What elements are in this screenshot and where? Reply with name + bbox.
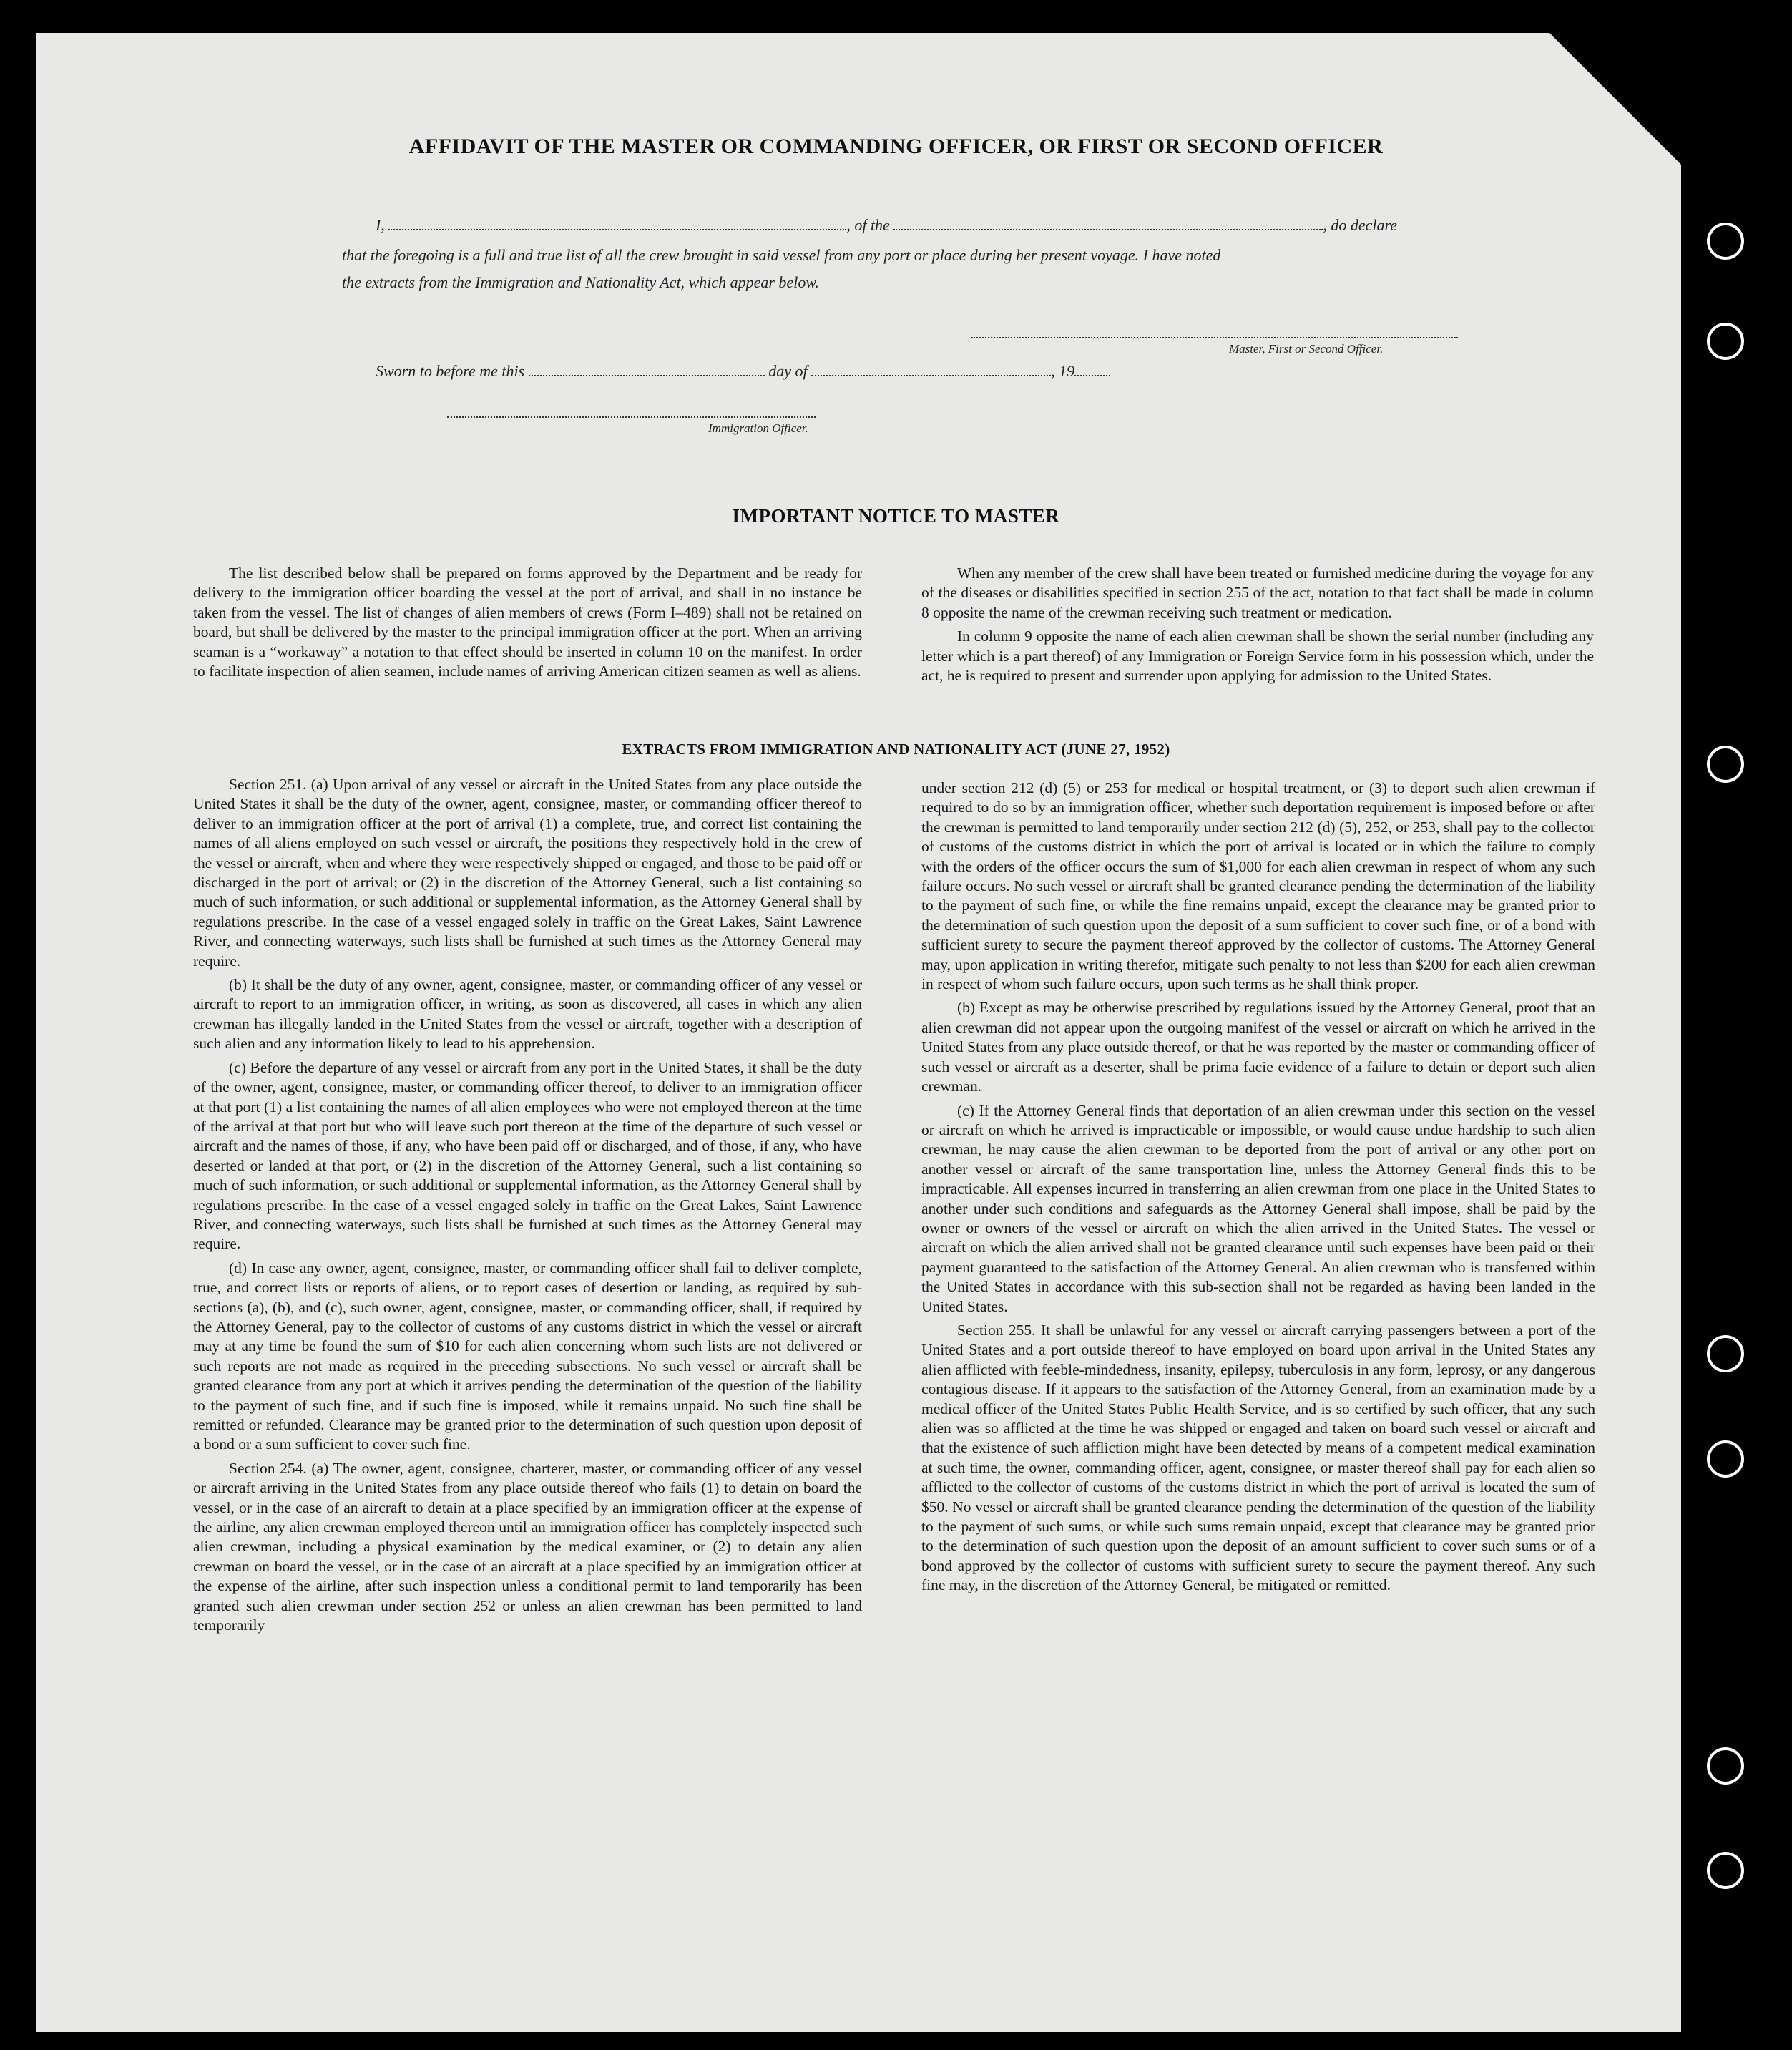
day-blank[interactable] xyxy=(529,374,765,376)
notice-paragraph: In column 9 opposite the name of each alien crewman shall be shown the serial number (including any letter which is a part thereof) of any Immigration or Foreign Service form in his possession which, under the act, he is required to present and surrender upon applying for admission to the United States. xyxy=(921,628,1594,685)
statement-line-2: the extracts from the Immigration and Nationality Act, which appear below. xyxy=(342,273,819,291)
section-251a-paragraph: Section 251. (a) Upon arrival of any vessel or aircraft in the United States from any place outside the United States it shall be the duty of the owner, agent, consignee, master, or commanding officer thereof to deliver to an immigration officer at the port of arrival (1) a complete, true, and correct list containing the names of all aliens employed on such vessel or aircraft, the positions they respectively hold in the crew of the vessel or aircraft, when and where they were respectively shipped or engaged, and those to be paid off or discharged in the port of arrival; or (2) in the discretion of the Attorney General, such a list containing so much of such information, or such additional or supplemental information, as the Attorney General shall by regulations prescribe. In the case of a vessel engaged solely in traffic on the Great Lakes, Saint Lawrence River, and connecting waterways, such lists shall be furnished at such times as the Attorney General may require. xyxy=(193,776,862,970)
declaration-of-the: , of the xyxy=(846,216,890,234)
notice-paragraph: The list described below shall be prepared on forms approved by the Department and be ready for delivery to the immigration officer boarding the vessel at the port of arrival, and shall in no instance be taken from the vessel. The list of changes of alien members of crews (Form I–489) shall not be retained on board, but shall be delivered by the master to the principal immigration officer at the port. When an arriving seaman is a “workaway” a notation to that effect should be inserted in column 10 on the manifest. In order to facilitate inspection of alien seamen, include names of arriving American citizen seamen as well as aliens. xyxy=(193,565,862,680)
section-254c-paragraph: (c) If the Attorney General finds that deportation of an alien crewman under this section on the vessel or aircraft on which he arrived is impracticable or impossible, or would cause undue hardship to such alien crewman, he may cause the alien crewman to be deported from the port of arrival or any other port on another vessel or aircraft of the same transportation line, unless the Attorney General finds this to be impracticable. All expenses incurred in transferring an alien crewman from one place in the United States to another under such conditions and safeguards as the Attorney General shall impose, shall be paid by the owner or owners of the vessel or aircraft on which the alien arrived in the United States. The vessel or aircraft on which the alien arrived shall not be granted clearance until such expenses have been paid or their payment guaranteed to the satisfaction of the Attorney General. An alien crewman who is transferred within the United States in accordance with this sub-section shall not be regarded as having been landed in the United States. xyxy=(921,1101,1595,1315)
punch-hole xyxy=(1707,1335,1744,1372)
immigration-officer-label: Immigration Officer. xyxy=(708,421,808,435)
sworn-prefix: Sworn to before me this xyxy=(376,362,525,380)
sworn-day-of: day of xyxy=(768,362,808,380)
punch-hole xyxy=(1707,1747,1744,1785)
extracts-right-column xyxy=(921,778,1595,1600)
notice-right-column xyxy=(921,564,1594,690)
notice-paragraph: When any member of the crew shall have been treated or furnished medicine during the voyage for any of the diseases or disabilities specified in section 255 of the act, notation to that fact shall be made in column 8 opposite the name of the crewman receiving such treatment or medication. xyxy=(921,565,1594,621)
affidavit-title: AFFIDAVIT OF THE MASTER OR COMMANDING OFFICER, OR FIRST OR SECOND OFFICER xyxy=(408,135,1384,158)
statement-line-1: that the foregoing is a full and true list of all the crew brought in said vessel from any port or place during her present voyage. I have noted xyxy=(342,246,1221,264)
section-254a-continued-paragraph: under section 212 (d) (5) or 253 for medical or hospital treatment, or (3) to deport such alien crewman if required to do so by an immigration officer, whether such deportation requirement is imposed before or after the crewman is permitted to land temporarily under section 212 (d) (5), 252, or 253, shall pay to the collector of customs of the customs district in which the port of arrival is located or in which the failure to comply with the orders of the officer occurs the sum of $1,000 for each alien crewman in respect of whom any such failure occurs. No such vessel or aircraft shall be granted clearance pending the determination of the liability to the payment of such fine, or while the fine remains unpaid, except the clearance may be granted prior to the determination of such question upon the deposit of a sum sufficient to cover such fine, or of a bond with sufficient surety to secure the payment thereof approved by the collector of customs. The Attorney General may, upon application in writing therefor, mitigate such penalty to not less than $200 for each alien crewman in respect of whom such failure occurs, upon such terms as he shall think proper. xyxy=(921,779,1595,993)
section-251c-paragraph: (c) Before the departure of any vessel or aircraft from any port in the United States, it shall be the duty of the owner, agent, consignee, master, or commanding officer thereof, to deliver to an immigration officer at that port (1) a list containing the names of all alien employees who were not employed thereon at the time of the arrival at that port but who will leave such port thereon at the time of the departure of such vessel or aircraft and the names of those, if any, who have been paid off or discharged, and of those, if any, who have deserted or landed at that port, or (2) in the discretion of the Attorney General, such a list containing so much of such information, or such additional or supplemental information, as the Attorney General shall by regulations prescribe. In the case of a vessel engaged solely in traffic on the Great Lakes, Saint Lawrence River, and connecting waterways, such lists shall be furnished at such times as the Attorney General may require. xyxy=(193,1058,862,1253)
punch-hole xyxy=(1707,223,1744,260)
section-254a-paragraph: Section 254. (a) The owner, agent, consignee, charterer, master, or commanding officer of any vessel or aircraft arriving in the United States from any place outside thereof who fails (1) to detain on board the vessel, or in the case of an aircraft to detain at a place specified by an immigration officer at the expense of the airline, any alien crewman employed thereon until an immigration officer has completely inspected such alien crewman, including a physical examination by the medical examiner, or (2) to detain any alien crewman on board the vessel, or in the case of an aircraft at a place specified by an immigration officer at the expense of the airline, after such inspection unless a conditional permit to land temporarily has been granted such alien crewman under section 252 or unless an alien crewman has been permitted to land temporarily xyxy=(193,1459,862,1634)
declaration-do-declare: , do declare xyxy=(1323,216,1397,234)
punch-hole xyxy=(1707,1852,1744,1889)
punch-hole xyxy=(1707,323,1744,360)
punch-hole xyxy=(1707,1440,1744,1478)
section-251d-paragraph: (d) In case any owner, agent, consignee, master, or commanding officer shall fail to deliver complete, true, and correct lists or reports of aliens, or to report cases of desertion or landing, as required by sub-sections (a), (b), and (c), such owner, agent, consignee, master, or commanding officer, shall, if required by the Attorney General, pay to the collector of customs of any customs district in which the vessel or aircraft may at any time be found the sum of $10 for each alien concerning whom such lists are not delivered or such reports are not made as required in the preceding subsections. No such vessel or aircraft shall be granted clearance from any port at which it arrives pending the determination of the question of the liability to the payment of such fine, and if such fine is imposed, while it remains unpaid. No such fine shall be remitted or refunded. Clearance may be granted prior to the determination of such question upon deposit of a bond or a sum sufficient to cover such fine. xyxy=(193,1259,862,1453)
vessel-blank[interactable] xyxy=(893,228,1323,230)
section-255-paragraph: Section 255. It shall be unlawful for any vessel or aircraft carrying passengers between a port of the United States and a port outside thereof to have employed on board upon arrival in the United States any alien afflicted with feeble-mindedness, insanity, epilepsy, tuberculosis in any form, leprosy, or any dangerous contagious disease. If it appears to the satisfaction of the Attorney General, from an examination made by a medical officer of the United States Public Health Service, and is so certified by such officer, that any such alien was so afflicted at the time he was shipped or engaged and taken on board such vessel or aircraft and that the existence of such affliction might have been detected by means of a competent medical examination at such time, the owner, commanding officer, agent, consignee, or master thereof shall pay for each alien so afflicted to the collector of customs of the customs district in which the port of arrival is located the sum of $50. No vessel or aircraft shall be granted clearance pending the determination of the question of the liability to the payment of such sums, or while such sums remain unpaid, except that clearance may be granted prior to the determination of such question upon the deposit of an amount sufficient to cover such sums or of a bond approved by the collector of customs with sufficient surety to secure the payment thereof. Any such fine may, in the discretion of the Attorney General, be mitigated or remitted. xyxy=(921,1321,1595,1594)
declaration-i: I, xyxy=(376,216,385,234)
master-signature-line[interactable] xyxy=(971,337,1458,338)
section-251b-paragraph: (b) It shall be the duty of any owner, agent, consignee, master, or commanding officer of any vessel or aircraft to report to an immigration officer, in writing, as soon as discovered, all cases in which any alien crewman has illegally landed in the United States from the vessel or aircraft, together with a description of such alien and any information likely to lead to his apprehension. xyxy=(193,976,862,1053)
declaration-line xyxy=(376,216,1397,235)
year-blank[interactable] xyxy=(1074,374,1110,376)
month-blank[interactable] xyxy=(811,374,1051,376)
sworn-year: , 19 xyxy=(1051,362,1075,380)
immigration-officer-signature-line[interactable] xyxy=(447,416,816,418)
name-blank[interactable] xyxy=(388,228,846,230)
master-signature-label: Master, First or Second Officer. xyxy=(1229,342,1384,356)
notice-left-column xyxy=(193,564,862,685)
notice-title: IMPORTANT NOTICE TO MASTER xyxy=(732,505,1060,527)
section-254b-paragraph: (b) Except as may be otherwise prescribed by regulations issued by the Attorney General, proof that an alien crewman did not appear upon the outgoing manifest of the vessel or aircraft on which he arrived in the United States from any place outside thereof, or that he was reported by the master or commanding officer of such vessel or aircraft as a deserter, shall be prima facie evidence of a failure to detain or deport such alien crewman. xyxy=(921,999,1595,1095)
extracts-left-column xyxy=(193,775,862,1639)
extracts-title: EXTRACTS FROM IMMIGRATION AND NATIONALITY ACT (JUNE 27, 1952) xyxy=(622,741,1170,758)
sworn-line xyxy=(376,362,1110,381)
